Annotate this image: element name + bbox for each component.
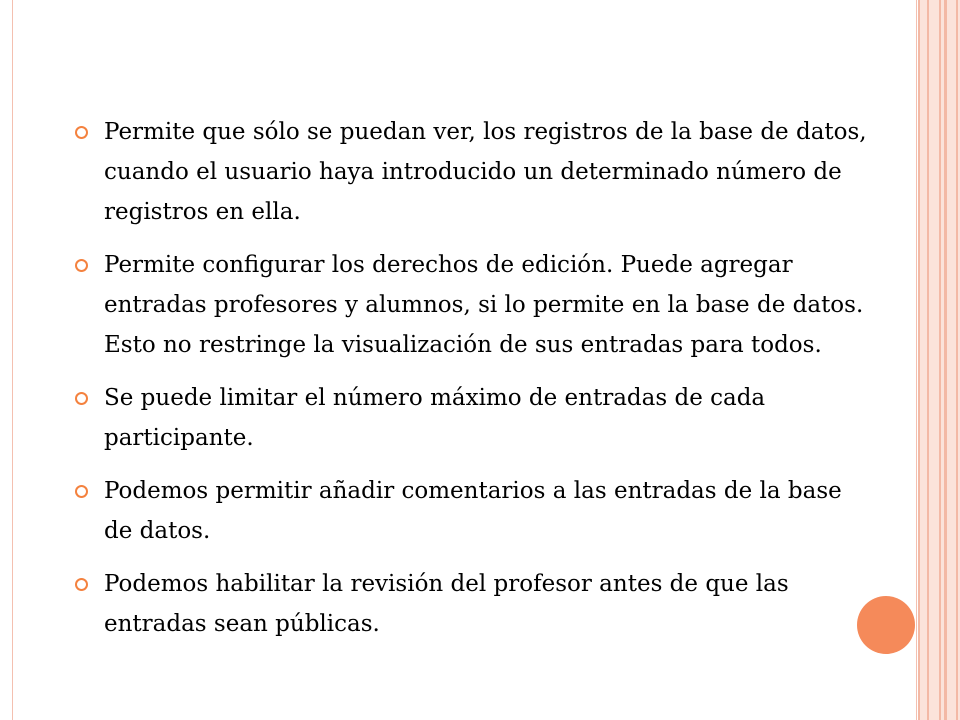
bullet-text: Podemos habilitar la revisión del profesor antes de que las entradas sean públicas. — [104, 571, 789, 637]
bullet-item — [75, 378, 875, 458]
decorative-stripes — [918, 0, 960, 720]
bullet-text: Se puede limitar el número máximo de entradas de cada participante. — [104, 385, 766, 451]
stripe-line — [918, 0, 920, 720]
bullet-text: Permite configurar los derechos de edición. Puede agregar entradas profesores y alumnos, si lo permite en la base de datos. Esto no restringe la visualización de sus entradas para todos. — [104, 252, 864, 358]
bullet-circle-icon — [75, 392, 88, 405]
bullet-circle-icon — [75, 578, 88, 591]
stripe-line — [939, 0, 941, 720]
bullet-text: Permite que sólo se puedan ver, los registros de la base de datos, cuando el usuario haya introducido un determinado número de registros en ella. — [104, 119, 867, 225]
bullet-item — [75, 471, 875, 551]
stripe-line — [944, 0, 947, 720]
bullet-item — [75, 112, 875, 232]
bullet-item — [75, 564, 875, 644]
stripe-line — [927, 0, 929, 720]
bullet-text: Podemos permitir añadir comentarios a las entradas de la base de datos. — [104, 478, 842, 544]
bullet-circle-icon — [75, 259, 88, 272]
stripe-line — [956, 0, 958, 720]
bullet-list — [75, 112, 875, 657]
bullet-circle-icon — [75, 485, 88, 498]
bullet-circle-icon — [75, 126, 88, 139]
bullet-item — [75, 245, 875, 365]
decorative-orange-circle — [857, 596, 915, 654]
